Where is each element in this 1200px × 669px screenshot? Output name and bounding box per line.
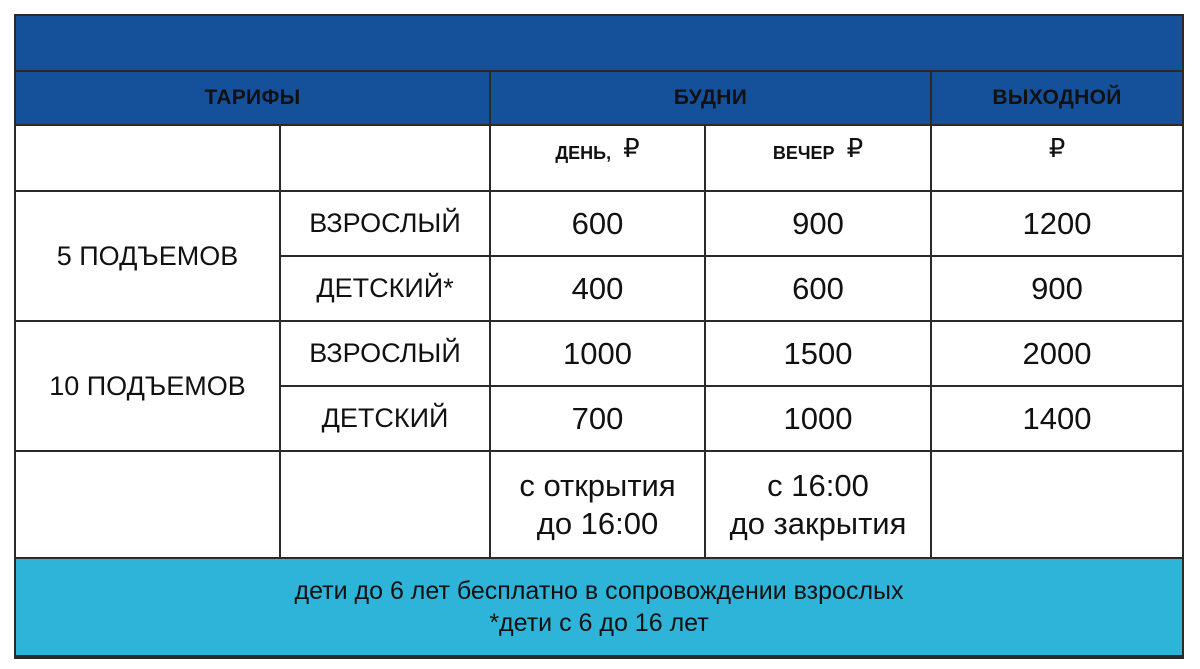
footer-line1: дети до 6 лет бесплатно в сопровождении взрослых (294, 577, 904, 605)
footer-line2: *дети с 6 до 16 лет (489, 609, 709, 637)
subheader-empty-cell (280, 125, 490, 191)
hours-evening-line2: до закрытия (729, 505, 907, 541)
table-row (16, 321, 1182, 386)
group-10-lifts: 10 ПОДЪЕМОВ (16, 321, 280, 451)
ruble-sign: ₽ (623, 132, 640, 163)
group-5-lifts: 5 ПОДЪЕМОВ (16, 191, 280, 321)
footer-note (16, 558, 1182, 656)
subheader-weekend (931, 125, 1182, 191)
hours-evening-line1: с 16:00 (767, 467, 869, 503)
tariff-table (16, 72, 1182, 657)
hours-empty-cell (16, 451, 280, 558)
price-evening: 600 (705, 256, 931, 321)
header-tariffs: ТАРИФЫ (16, 72, 490, 125)
price-day: 700 (490, 386, 705, 451)
ruble-sign: ₽ (1048, 132, 1066, 163)
subheader-evening-label: ВЕЧЕР (772, 143, 835, 164)
header-row (16, 72, 1182, 125)
price-weekend: 900 (931, 256, 1182, 321)
header-weekdays: БУДНИ (490, 72, 931, 125)
price-evening: 1000 (705, 386, 931, 451)
subheader-evening (705, 125, 931, 191)
subheader-day-label: ДЕНЬ, (555, 143, 612, 164)
hours-day (490, 451, 705, 558)
hours-day-line1: с открытия (519, 467, 676, 503)
hours-day-line2: до 16:00 (536, 505, 659, 541)
price-weekend: 2000 (931, 321, 1182, 386)
price-evening: 900 (705, 191, 931, 256)
ticket-kind: ВЗРОСЛЫЙ (280, 321, 490, 386)
ruble-sign: ₽ (846, 132, 864, 163)
hours-empty-cell (280, 451, 490, 558)
ticket-kind: ДЕТСКИЙ* (280, 256, 490, 321)
ticket-kind: ДЕТСКИЙ (280, 386, 490, 451)
subheader-day (490, 125, 705, 191)
footer-row (16, 558, 1182, 656)
ticket-kind: ВЗРОСЛЫЙ (280, 191, 490, 256)
price-weekend: 1200 (931, 191, 1182, 256)
price-weekend: 1400 (931, 386, 1182, 451)
subheader-empty-cell (16, 125, 280, 191)
hours-evening (705, 451, 931, 558)
subheader-row (16, 125, 1182, 191)
top-banner (16, 16, 1182, 72)
price-day: 600 (490, 191, 705, 256)
header-weekend: ВЫХОДНОЙ (931, 72, 1182, 125)
hours-row (16, 451, 1182, 558)
table-row (16, 191, 1182, 256)
price-evening: 1500 (705, 321, 931, 386)
price-day: 400 (490, 256, 705, 321)
hours-empty-cell (931, 451, 1182, 558)
tariff-table-frame (14, 14, 1184, 659)
price-day: 1000 (490, 321, 705, 386)
